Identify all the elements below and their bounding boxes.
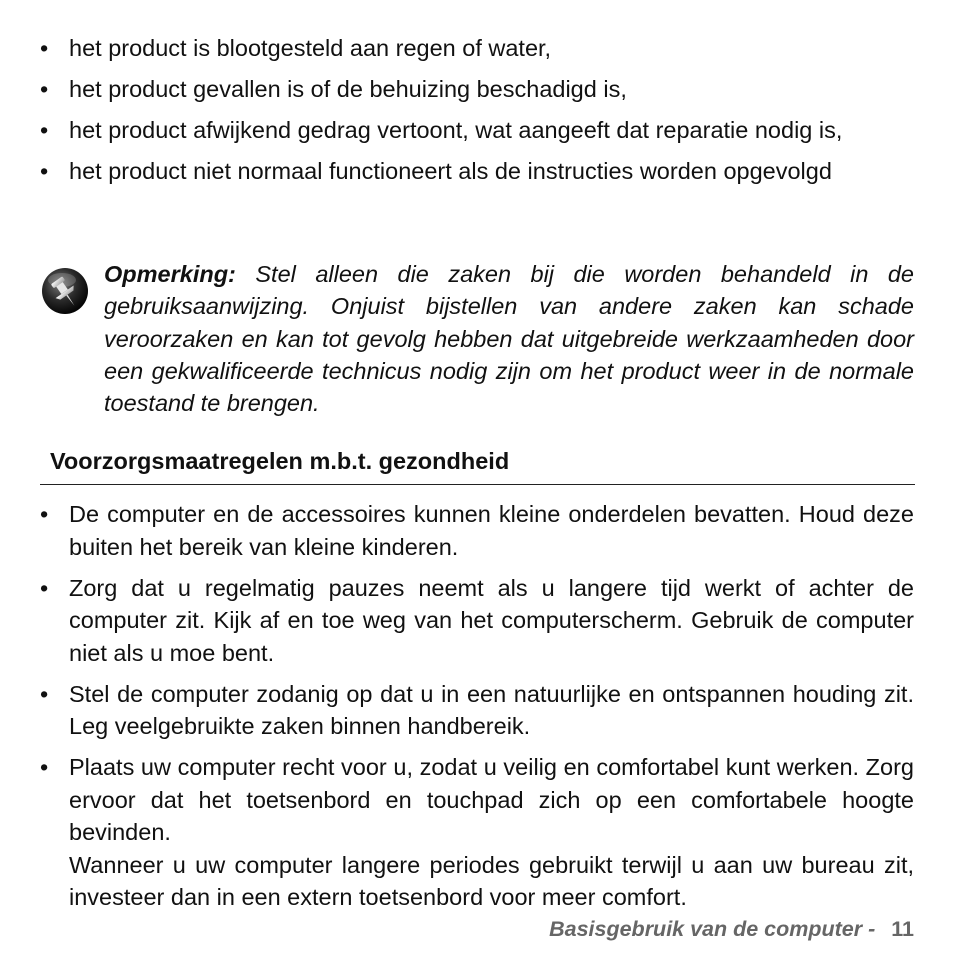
page-number: 11 [891, 917, 914, 941]
list-item [40, 498, 914, 563]
list-item [40, 155, 914, 188]
bullet-marker: • [40, 35, 49, 61]
section-divider [40, 484, 915, 485]
bullet-marker: • [40, 158, 49, 184]
bullet-marker: • [40, 76, 49, 102]
list-item [40, 32, 914, 65]
note-box [40, 258, 914, 428]
footer-chapter-title: Basisgebruik van de computer - [549, 917, 876, 941]
pushpin-icon [40, 266, 92, 318]
list-item-continuation: Wanneer u uw computer langere periodes gebruikt terwijl u aan uw bureau zit, investeer dan in een extern toetsenbord voor meer comfort. [69, 851, 914, 910]
bullet-marker: • [40, 117, 49, 143]
list-item [40, 751, 914, 914]
list-item-text: het product is blootgesteld aan regen of water, [69, 35, 552, 61]
note-text [104, 258, 914, 419]
page-footer [549, 914, 914, 944]
list-item-text: het product afwijkend gedrag vertoont, wat aangeeft dat reparatie nodig is, [69, 117, 843, 143]
bullet-marker: • [40, 680, 49, 707]
list-item [40, 572, 914, 670]
health-precautions-list [40, 498, 914, 922]
top-bullet-list [40, 32, 914, 196]
bullet-marker: • [40, 754, 49, 780]
bullet-marker: • [40, 501, 49, 527]
list-item-text: het product gevallen is of de behuizing beschadigd is, [69, 76, 627, 102]
list-item-text: het product niet normaal functioneert als de instructies worden opgevolgd [69, 158, 832, 184]
bullet-marker: • [40, 574, 49, 601]
list-item-text: Stel de computer zodanig op dat u in een natuurlijke en ontspannen houding zit. Leg veelgebruikte zaken binnen handbereik. [69, 680, 914, 739]
list-item-text: Plaats uw computer recht voor u, zodat u veilig en comfortabel kunt werken. Zorg ervoor dat het toetsenbord en touchpad zich op een comfortabele hoogte bevinden. [69, 754, 914, 845]
note-body: Stel alleen die zaken bij die worden behandeld in de gebruiksaanwijzing. Onjuist bijstellen van andere zaken kan schade veroorzaken en kan tot gevolg hebben dat uitgebreide werkzaamheden door een gekwalificeerde technicus nodig zijn om het product weer in de normale toestand te brengen. [104, 261, 914, 417]
list-item-text: Zorg dat u regelmatig pauzes neemt als u langere tijd werkt of achter de computer zit. Kijk af en toe weg van het computerscherm. Gebruik de computer niet als u moe bent. [69, 574, 914, 666]
list-item [40, 73, 914, 106]
list-item [40, 678, 914, 743]
list-item-text: De computer en de accessoires kunnen kleine onderdelen bevatten. Houd deze buiten het bereik van kleine kinderen. [69, 501, 914, 560]
section-heading: Voorzorgsmaatregelen m.b.t. gezondheid [50, 448, 510, 474]
list-item [40, 114, 914, 147]
note-label: Opmerking: [104, 261, 236, 287]
